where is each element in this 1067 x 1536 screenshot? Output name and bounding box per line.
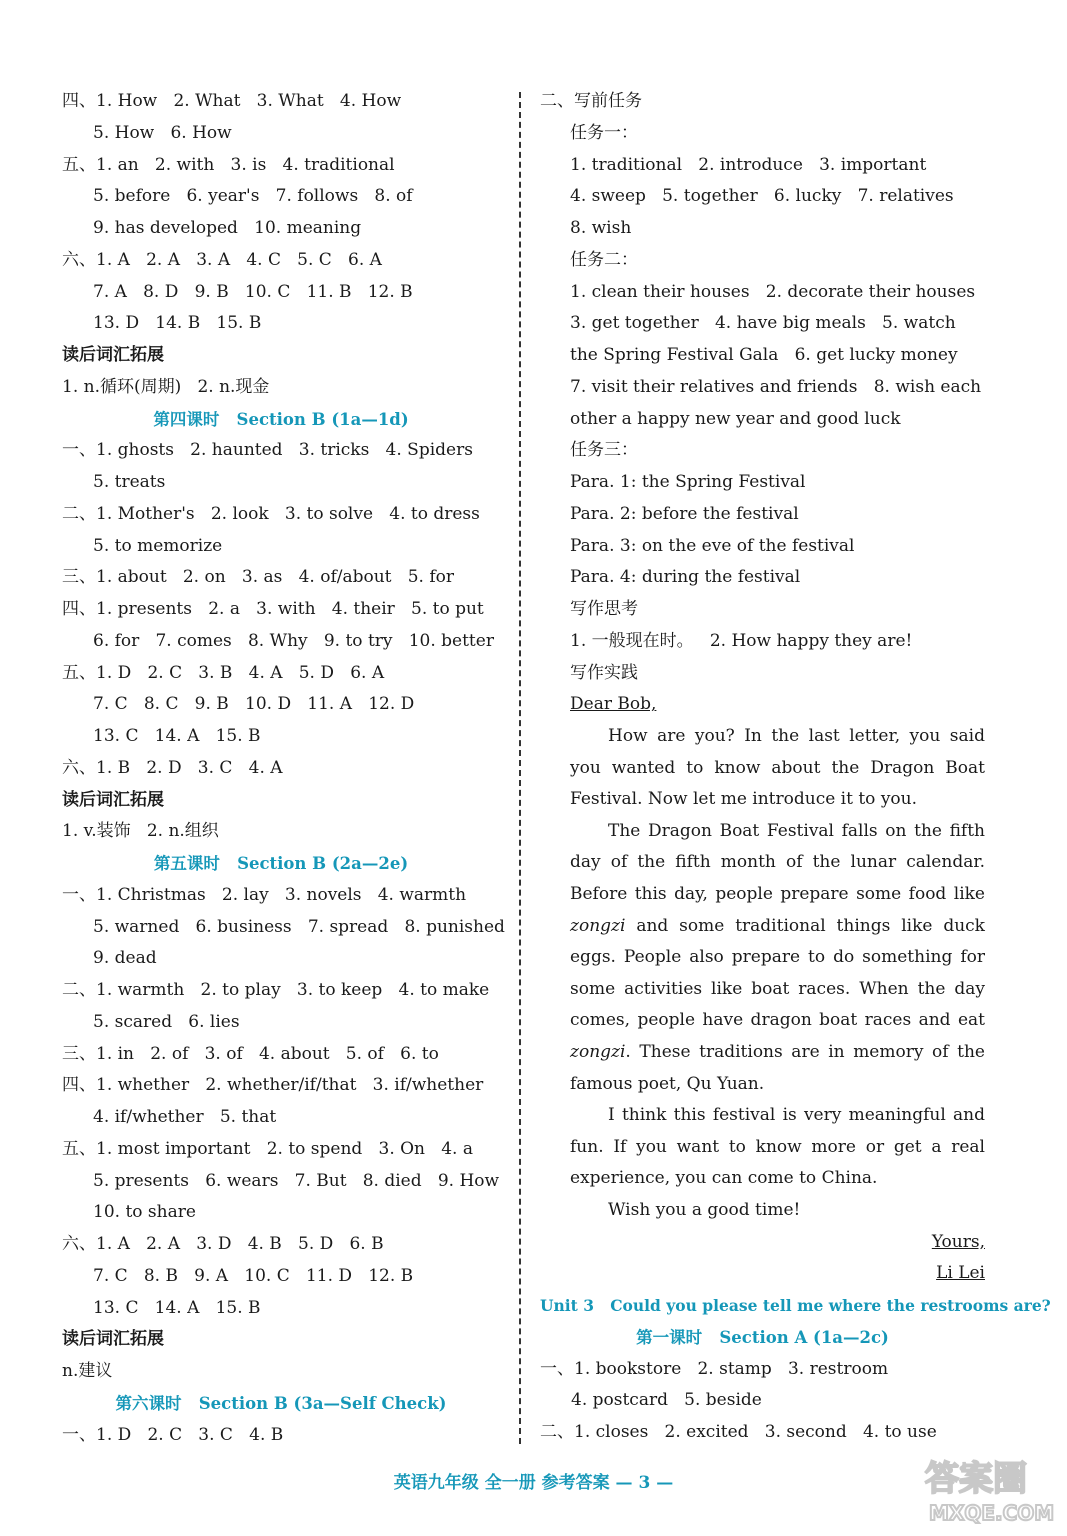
- letter-paragraph-1: How are you? In the last letter, you said you wanted to know about the Dragon Boat Festival. Now let me introduce it to you.: [570, 726, 985, 810]
- page-footer: 英语九年级 全一册 参考答案 — 3 —: [393, 1473, 674, 1493]
- answer-line: 写作思考: [570, 599, 638, 619]
- answer-line: 3. get together 4. have big meals 5. watch: [570, 313, 956, 334]
- left-column: [62, 86, 505, 1451]
- letter-paragraph-4: Wish you a good time!: [608, 1199, 801, 1220]
- answer-line: 六、1. A 2. A 3. A 4. C 5. C 6. A: [62, 249, 382, 270]
- italic-word: zongzi: [570, 915, 626, 936]
- answer-line: 10. to share: [93, 1202, 196, 1223]
- answer-line: 二、1. warmth 2. to play 3. to keep 4. to make: [62, 980, 490, 1000]
- answer-line: 四、1. presents 2. a 3. with 4. their 5. to put: [62, 599, 484, 619]
- answer-line: 5. before 6. year's 7. follows 8. of: [93, 186, 413, 207]
- answer-line: 9. has developed 10. meaning: [93, 218, 362, 238]
- column-divider: [519, 92, 521, 1444]
- section-heading: 第四课时 Section B (1a—1d): [153, 409, 409, 429]
- letter-paragraph-3: I think this festival is very meaningful and fun. If you want to know more or get a real experience, you can come to China.: [570, 1105, 985, 1189]
- answer-line: 五、1. D 2. C 3. B 4. A 5. D 6. A: [62, 662, 385, 683]
- letter-text: The Dragon Boat Festival falls on the fifth day of the fifth month of the lunar calendar. Before this day, people prepare some food like: [570, 820, 985, 904]
- answer-line: 一、1. bookstore 2. stamp 3. restroom: [540, 1358, 889, 1379]
- answer-line: 读后词汇拓展: [62, 345, 164, 365]
- answer-line: 读后词汇拓展: [62, 1329, 164, 1350]
- letter-paragraph-2: [540, 816, 985, 1100]
- answer-line: 4. sweep 5. together 6. lucky 7. relatives: [570, 186, 954, 207]
- section-heading: 第五课时 Section B (2a—2e): [153, 854, 409, 873]
- answer-line: 1. clean their houses 2. decorate their houses: [570, 281, 976, 302]
- closing-text: Yours,: [931, 1231, 985, 1252]
- answer-line: n.建议: [62, 1361, 113, 1381]
- answer-line: Para. 3: on the eve of the festival: [570, 535, 855, 556]
- watermark-top: 答案圈: [925, 1459, 1027, 1499]
- answer-line: 任务三：: [570, 440, 638, 461]
- answer-line: 13. D 14. B 15. B: [93, 313, 262, 334]
- watermark-bottom: MXQE.COM: [929, 1501, 1055, 1525]
- answer-line: 四、1. whether 2. whether/if/that 3. if/whether: [62, 1075, 484, 1096]
- right-column: [540, 86, 1051, 1449]
- answer-line: 8. wish: [570, 218, 632, 238]
- answer-line: 5. presents 6. wears 7. But 8. died 9. How: [93, 1170, 500, 1191]
- answer-line: other a happy new year and good luck: [570, 408, 901, 429]
- unit-title: Unit 3 Could you please tell me where the restrooms are?: [540, 1296, 1051, 1315]
- section-heading: 第一课时 Section A (1a—2c): [636, 1327, 889, 1347]
- answer-line: 二、写前任务: [540, 91, 642, 111]
- answer-line: 六、1. A 2. A 3. D 4. B 5. D 6. B: [62, 1234, 384, 1254]
- answer-line: 9. dead: [93, 948, 157, 969]
- answer-line: Para. 4: during the festival: [570, 567, 801, 588]
- answer-line: 四、1. How 2. What 3. What 4. How: [62, 91, 402, 111]
- answer-line: 4. if/whether 5. that: [93, 1107, 277, 1127]
- answer-line: 5. scared 6. lies: [93, 1011, 240, 1032]
- watermark-logo: [919, 1448, 1059, 1528]
- answer-line: 5. to memorize: [93, 535, 223, 556]
- answer-line: 任务一：: [570, 122, 638, 143]
- answer-line: the Spring Festival Gala 6. get lucky money: [570, 345, 958, 365]
- answer-line: 五、1. an 2. with 3. is 4. traditional: [62, 154, 395, 175]
- answer-line: 五、1. most important 2. to spend 3. On 4. a: [62, 1138, 473, 1159]
- answer-line: 5. warned 6. business 7. spread 8. punished: [93, 916, 505, 937]
- letter-text: . These traditions are in memory of the famous poet, Qu Yuan.: [570, 1041, 985, 1094]
- answer-line: 7. C 8. C 9. B 10. D 11. A 12. D: [93, 694, 415, 715]
- answer-line: 一、1. ghosts 2. haunted 3. tricks 4. Spiders: [62, 440, 473, 461]
- answer-line: 5. How 6. How: [93, 122, 232, 143]
- answer-line: 1. n.循环(周期) 2. n.现金: [62, 376, 270, 397]
- answer-line: 7. A 8. D 9. B 10. C 11. B 12. B: [93, 281, 413, 302]
- answer-line: 三、1. in 2. of 3. of 4. about 5. of 6. to: [62, 1043, 439, 1064]
- answer-line: 13. C 14. A 15. B: [93, 1297, 261, 1318]
- answer-line: 1. v.装饰 2. n.组织: [62, 821, 219, 842]
- section-heading: 第六课时 Section B (3a—Self Check): [115, 1393, 447, 1413]
- answer-line: 7. C 8. B 9. A 10. C 11. D 12. B: [93, 1265, 414, 1286]
- answer-line: 二、1. closes 2. excited 3. second 4. to use: [540, 1422, 937, 1442]
- answer-line: 13. C 14. A 15. B: [93, 726, 261, 746]
- answer-line: 7. visit their relatives and friends 8. wish each: [570, 376, 982, 397]
- signature-text: Li Lei: [936, 1263, 985, 1284]
- answer-line: 6. for 7. comes 8. Why 9. to try 10. better: [93, 630, 494, 651]
- letter-signature: [540, 1258, 985, 1290]
- italic-word: zongzi: [570, 1041, 626, 1062]
- answer-line: Para. 1: the Spring Festival: [570, 472, 806, 492]
- answer-line: 三、1. about 2. on 3. as 4. of/about 5. for: [62, 567, 454, 588]
- answer-line: 5. treats: [93, 472, 166, 492]
- answer-line: Para. 2: before the festival: [570, 503, 799, 524]
- answer-line: 一、1. D 2. C 3. C 4. B: [62, 1424, 284, 1445]
- answer-line: 1. traditional 2. introduce 3. important: [570, 154, 927, 175]
- answer-line: 4. postcard 5. beside: [571, 1390, 762, 1411]
- letter-text: and some traditional things like duck eggs. People also prepare to do something for some activities like boat races. When the day comes, people have dragon boat races and eat: [570, 915, 985, 1031]
- answer-line: 任务二：: [570, 249, 638, 270]
- answer-line: 二、1. Mother's 2. look 3. to solve 4. to dress: [62, 503, 480, 524]
- answer-line: 一、1. Christmas 2. lay 3. novels 4. warmth: [62, 884, 467, 905]
- answer-line: 写作实践: [570, 662, 638, 683]
- answer-line: 读后词汇拓展: [62, 789, 164, 810]
- answer-line: 1. 一般现在时。 2. How happy they are!: [570, 630, 913, 651]
- letter-greeting: Dear Bob,: [570, 694, 657, 715]
- letter-closing: [540, 1227, 985, 1259]
- answer-line: 六、1. B 2. D 3. C 4. A: [62, 757, 283, 778]
